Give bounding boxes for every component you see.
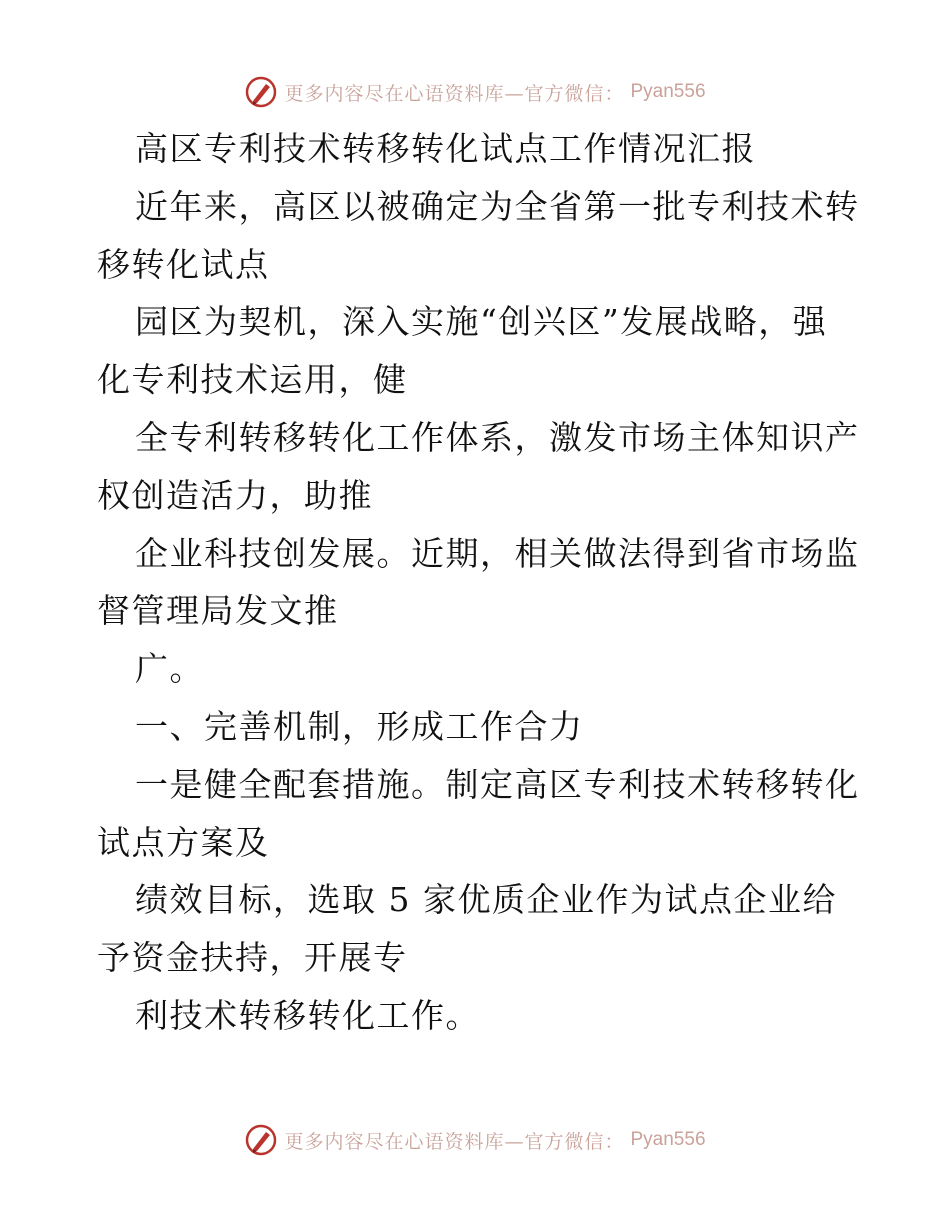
paragraph-line: 予资金扶持，开展专 — [97, 938, 408, 978]
paragraph-line: 移转化试点 — [97, 244, 270, 284]
paragraph-line: 权创造活力，助推 — [97, 475, 373, 515]
paragraph-line: 企业科技创发展。近期，相关做法得到省市场监 — [135, 533, 860, 573]
pen-logo-icon — [244, 1123, 278, 1157]
paragraph-line: 试点方案及 — [97, 822, 270, 862]
paragraph-line: 督管理局发文推 — [97, 591, 339, 631]
paragraph-line: 全专利转移转化工作体系，激发市场主体知识产 — [135, 417, 860, 457]
banner-wechat-id: Pyan556 — [630, 81, 706, 102]
banner-text: 更多内容尽在心语资料库—官方微信： — [284, 1130, 625, 1153]
section-heading: 一、完善机制，形成工作合力 — [135, 706, 584, 746]
header-banner — [0, 72, 950, 112]
paragraph-line: 利技术转移转化工作。 — [135, 995, 480, 1035]
banner-text: 更多内容尽在心语资料库—官方微信： — [284, 82, 625, 105]
footer-banner — [0, 1120, 950, 1160]
paragraph-line: 园区为契机，深入实施“创兴区”发展战略，强 — [135, 302, 828, 342]
pen-logo-icon — [244, 75, 278, 109]
paragraph-line: 化专利技术运用，健 — [97, 360, 408, 400]
paragraph-line: 绩效目标，选取 5 家优质企业作为试点企业给 — [135, 880, 837, 920]
paragraph-line: 一是健全配套措施。制定高区专利技术转移转化 — [135, 764, 860, 804]
paragraph-line: 近年来，高区以被确定为全省第一批专利技术转 — [135, 186, 860, 226]
paragraph-line: 广。 — [135, 649, 204, 689]
document-title: 高区专利技术转移转化试点工作情况汇报 — [135, 129, 756, 168]
banner-wechat-id: Pyan556 — [630, 1129, 706, 1150]
document-body — [97, 120, 860, 1045]
